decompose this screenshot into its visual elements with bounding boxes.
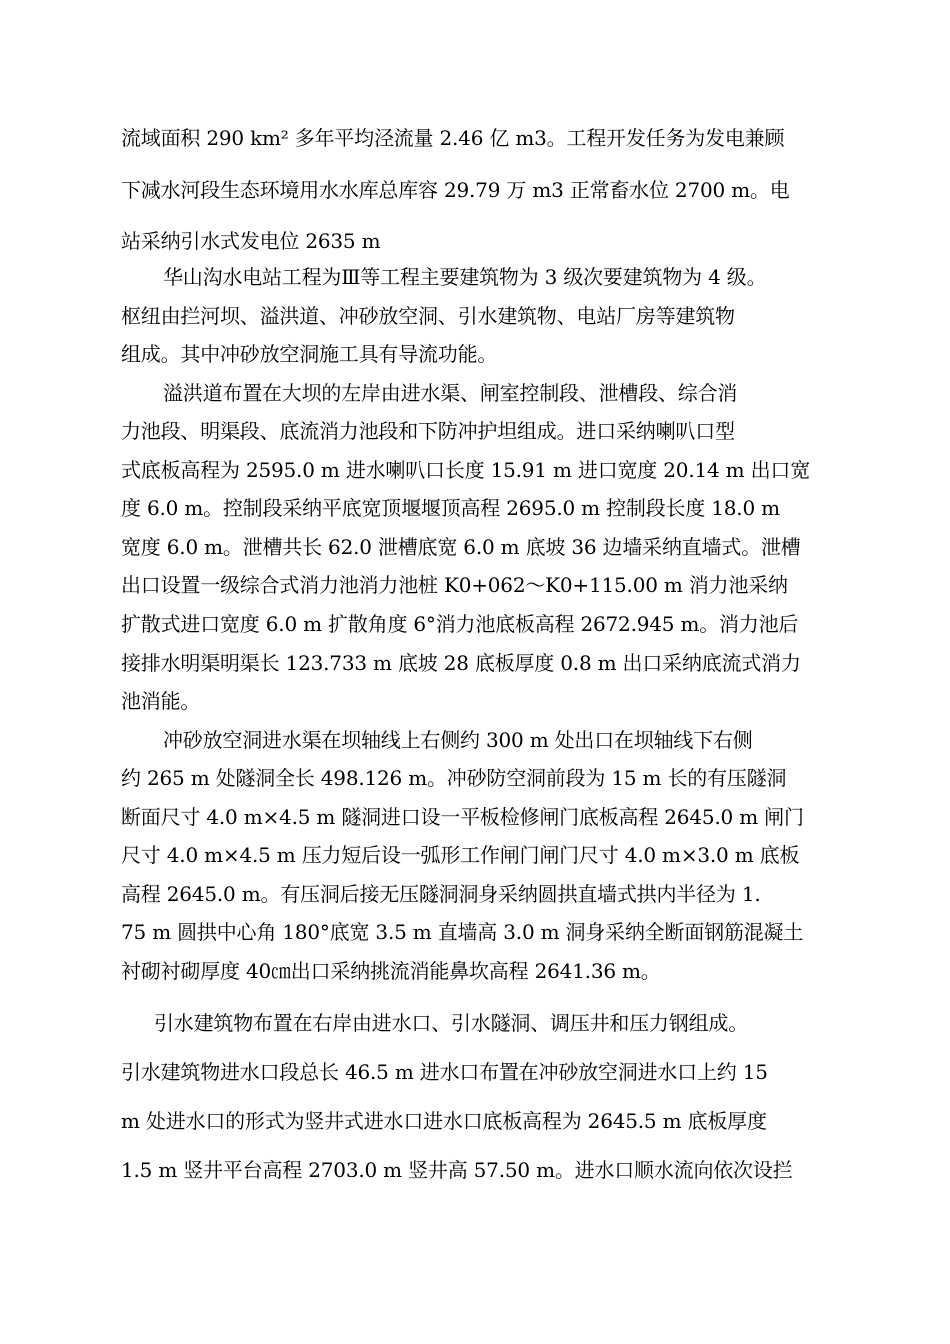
text-line: 75 m 圆拱中心角 180°底宽 3.5 m 直墙高 3.0 m 洞身采纳全断面钢筋混凝土 [121,920,804,944]
text-line: 高程 2645.0 m。有压洞后接无压隧洞洞身采纳圆拱直墙式拱内半径为 1. [121,882,761,906]
text-line: 力池段、明渠段、底流消力池段和下防冲护坦组成。进口采纳喇叭口型 [121,419,735,443]
text-line: 尺寸 4.0 m×4.5 m 压力短后设一弧形工作闸门闸门尺寸 4.0 m×3.0 m 底板 [121,843,800,867]
text-line: 式底板高程为 2595.0 m 进水喇叭口长度 15.91 m 进口宽度 20.14 m 出口宽 [121,458,811,482]
text-line: 站采纳引水式发电位 2635 m [121,229,381,253]
text-line: 枢纽由拦河坝、溢洪道、冲砂放空洞、引水建筑物、电站厂房等建筑物 [121,304,735,328]
text-line: 扩散式进口宽度 6.0 m 扩散角度 6°消力池底板高程 2672.945 m。消力池后 [121,612,799,636]
text-line: 出口设置一级综合式消力池消力池桩 K0+062～K0+115.00 m 消力池采纳 [121,573,788,597]
text-line: 引水建筑物布置在右岸由进水口、引水隧洞、调压井和压力钢组成。 [154,1011,748,1035]
text-line: 度 6.0 m。控制段采纳平底宽顶堰堰顶高程 2695.0 m 控制段长度 18.0 m [121,496,780,520]
text-line: 宽度 6.0 m。泄槽共长 62.0 泄槽底宽 6.0 m 底坡 36 边墙采纳直墙式。泄槽 [121,535,801,559]
text-line: 冲砂放空洞进水渠在坝轴线上右侧约 300 m 处出口在坝轴线下右侧 [163,728,753,752]
text-line: 华山沟水电站工程为Ⅲ等工程主要建筑物为 3 级次要建筑物为 4 级。 [163,265,767,289]
text-line: m 处进水口的形式为竖井式进水口进水口底板高程为 2645.5 m 底板厚度 [121,1109,767,1133]
text-line: 下减水河段生态环境用水水库总库容 29.79 万 m3 正常畜水位 2700 m。电 [121,178,790,202]
text-line: 组成。其中冲砂放空洞施工具有导流功能。 [121,342,498,366]
text-line: 溢洪道布置在大坝的左岸由进水渠、闸室控制段、泄槽段、综合消 [163,381,738,405]
text-line: 断面尺寸 4.0 m×4.5 m 隧洞进口设一平板检修闸门底板高程 2645.0 m 闸门 [121,805,804,829]
text-line: 引水建筑物进水口段总长 46.5 m 进水口布置在冲砂放空洞进水口上约 15 [121,1060,768,1084]
text-line: 池消能。 [121,689,201,713]
text-line: 接排水明渠明渠长 123.733 m 底坡 28 底板厚度 0.8 m 出口采纳底流式消力 [121,651,801,675]
text-line: 衬砌衬砌厚度 40㎝出口采纳挑流消能鼻坎高程 2641.36 m。 [121,959,661,983]
text-line: 1.5 m 竖井平台高程 2703.0 m 竖井高 57.50 m。进水口顺水流向依次设拦 [121,1158,793,1182]
text-line: 流域面积 290 km² 多年平均泾流量 2.46 亿 m3。工程开发任务为发电兼顾 [121,126,785,150]
text-line: 约 265 m 处隧洞全长 498.126 m。冲砂防空洞前段为 15 m 长的有压隧洞 [121,766,787,790]
